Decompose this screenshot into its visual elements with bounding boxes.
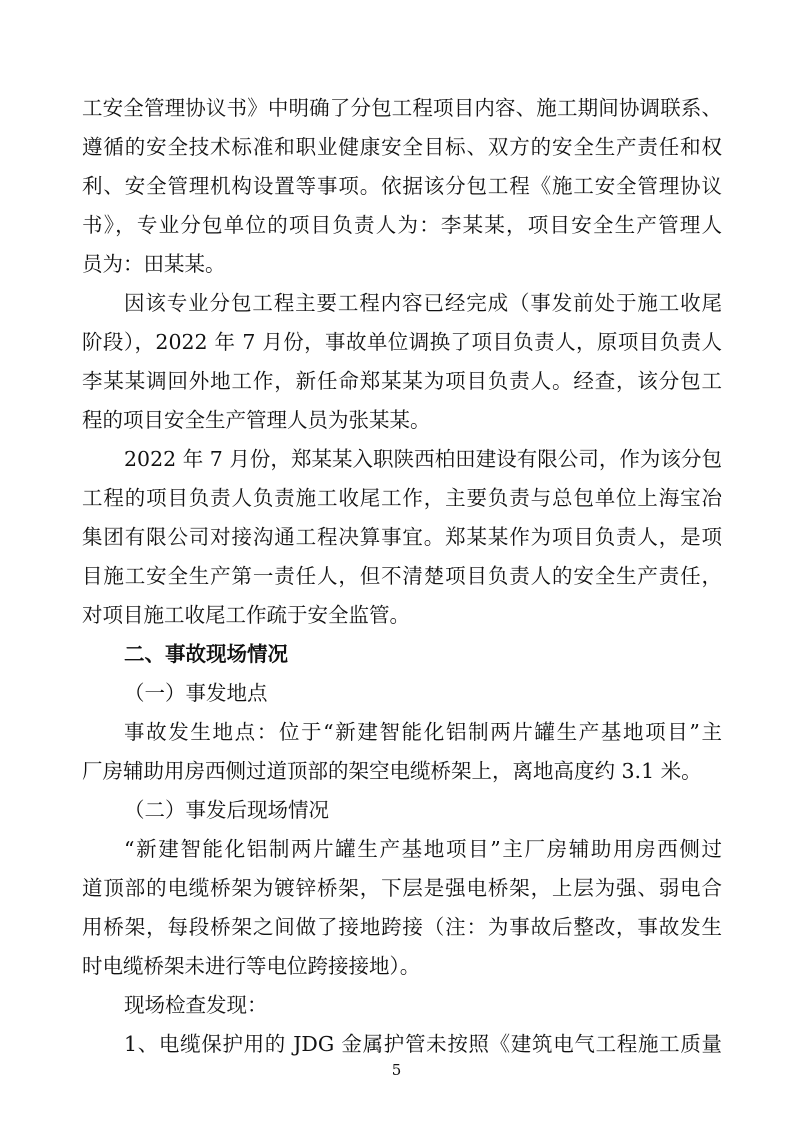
text-line: 阶段），2022 年 7 月份，事故单位调换了项目负责人，原项目负责人 xyxy=(82,330,722,354)
subsection-heading: （二）事发后现场情况 xyxy=(124,798,329,822)
text-line: 工安全管理协议书》中明确了分包工程项目内容、施工期间协调联系、 xyxy=(82,96,722,120)
text-line: 道顶部的电缆桥架为镀锌桥架，下层是强电桥架，上层为强、弱电合 xyxy=(82,876,722,900)
paragraph-start-line: 事故发生地点：位于“新建智能化铝制两片罐生产基地项目”主 xyxy=(124,720,722,744)
page-number: 5 xyxy=(391,1061,402,1079)
text-line: 程的项目安全生产管理人员为张某某。 xyxy=(82,408,431,432)
text-line: 李某某调回外地工作，新任命郑某某为项目负责人。经查，该分包工 xyxy=(82,369,722,393)
text-line: 厂房辅助用房西侧过道顶部的架空电缆桥架上，离地高度约 3.1 米。 xyxy=(82,759,702,783)
text-line: 时电缆桥架未进行等电位跨接接地）。 xyxy=(82,954,421,978)
text-line: 工程的项目负责人负责施工收尾工作，主要负责与总包单位上海宝冶 xyxy=(82,486,722,510)
text-line: 用桥架，每段桥架之间做了接地跨接（注：为事故后整改，事故发生 xyxy=(82,915,722,939)
subsection-heading: （一）事发地点 xyxy=(124,681,268,705)
paragraph-start-line: 1、电缆保护用的 JDG 金属护管未按照《建筑电气工程施工质量 xyxy=(124,1032,722,1056)
text-line: 员为：田某某。 xyxy=(82,252,226,276)
text-line: 集团有限公司对接沟通工程决算事宜。郑某某作为项目负责人，是项 xyxy=(82,525,722,549)
paragraph-start-line: 因该专业分包工程主要工程内容已经完成（事发前处于施工收尾 xyxy=(124,291,722,315)
paragraph-start-line: 2022 年 7 月份，郑某某入职陕西柏田建设有限公司，作为该分包 xyxy=(124,447,722,471)
text-line: 遵循的安全技术标准和职业健康安全目标、双方的安全生产责任和权 xyxy=(82,135,722,159)
text-line: 书》，专业分包单位的项目负责人为：李某某，项目安全生产管理人 xyxy=(82,213,722,237)
text-line: 利、安全管理机构设置等事项。依据该分包工程《施工安全管理协议 xyxy=(82,174,722,198)
text-line: 目施工安全生产第一责任人，但不清楚项目负责人的安全生产责任， xyxy=(82,564,722,588)
paragraph-start-line: 现场检查发现： xyxy=(124,993,268,1017)
paragraph-start-line: “新建智能化铝制两片罐生产基地项目”主厂房辅助用房西侧过 xyxy=(124,837,722,861)
text-line: 对项目施工收尾工作疏于安全监管。 xyxy=(82,603,410,627)
section-heading: 二、事故现场情况 xyxy=(124,642,288,666)
